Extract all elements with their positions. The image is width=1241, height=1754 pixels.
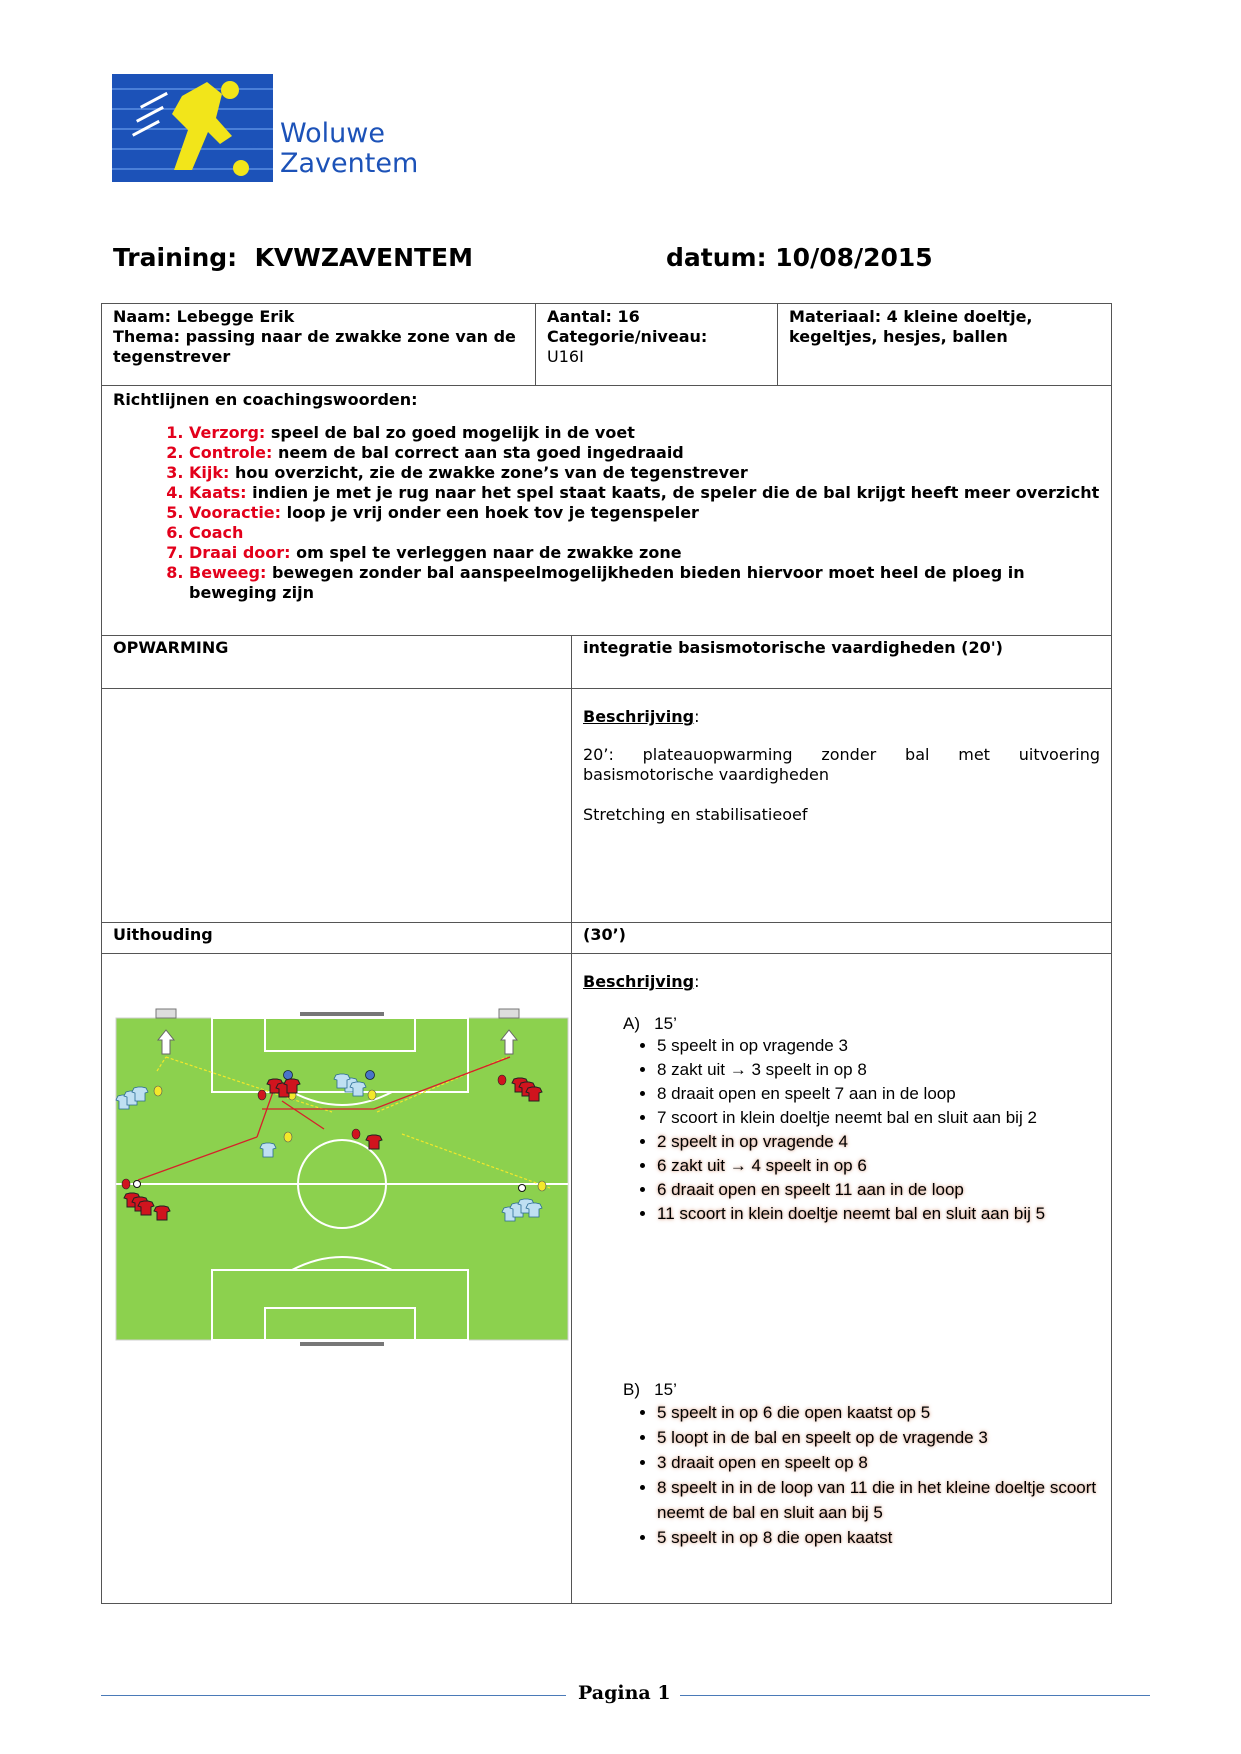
warmup-desc-cell: Beschrijving: 20’: plateauopwarming zonder bal met uitvoering basismotorische vaardigheden Stretching en stabilisatieoef	[572, 689, 1112, 923]
training-value: KVWZAVENTEM	[254, 243, 473, 272]
exercise-a-item: • 7 scoort in klein doeltje neemt bal en sluit aan bij 2	[657, 1106, 1100, 1130]
exercise-a-item: • 8 zakt uit → 3 speelt in op 8	[657, 1058, 1100, 1082]
aantal-value: 16	[617, 307, 640, 326]
warmup-subtitle: integratie basismotorische vaardigheden (20')	[572, 636, 1112, 689]
exercise-a-item: • 6 draait open en speelt 11 aan in de loop	[657, 1178, 1100, 1202]
guidelines-cell	[102, 386, 1112, 636]
warmup-desc-p1: 20’: plateauopwarming zonder bal met uitvoering basismotorische vaardigheden	[583, 745, 1101, 784]
footer-rule-left	[101, 1695, 566, 1696]
categorie-label: Categorie/niveau:	[547, 327, 708, 346]
exercise-a-list	[583, 1034, 1100, 1226]
exercise-a-item: • 6 zakt uit → 4 speelt in op 6	[657, 1154, 1100, 1178]
guideline-item: 7. Draai door: om spel te verleggen naar de zwakke zone	[189, 543, 1100, 563]
info-naam-cell	[102, 304, 536, 386]
datum-title	[666, 243, 933, 272]
guideline-item: 4. Kaats: indien je met je rug naar het spel staat kaats, de speler die de bal krijgt heeft meer overzicht	[189, 483, 1100, 503]
exercise-b-heading	[623, 1380, 1100, 1400]
training-title	[113, 243, 473, 272]
endurance-desc-cell: Beschrijving: A) 15’ • 5 speelt in op vragende 3 • 8 zakt uit → 3 speelt in op 8 • 8 draait open en speelt 7 aan in de loop • 7 scoort in klein doeltje neemt bal en sluit aan bij 2 • 2 speelt in op vragende 4 • 6 zakt uit → 4 speelt in op 6 • 6 draait open en speelt 11 aan in de loop • 11 scoort in klein doeltje neemt bal en sluit aan bij 5 B) 15’ • 5 speelt in op 6 die open kaatst op 5 • 5 loopt in de bal en speelt op de vragende 3 • 3 draait open en speelt op 8 • 8 speelt in in de loop van 11 die in het kleine doeltje scoort neemt de bal en sluit aan bij 5 • 5 speelt in op 8 die open kaatst	[572, 954, 1112, 1604]
guideline-item: 3. Kijk: hou overzicht, zie de zwakke zone’s van de tegenstrever	[189, 463, 1100, 483]
aantal-label: Aantal:	[547, 307, 612, 326]
exercise-b-item: • 5 speelt in op 8 die open kaatst	[657, 1525, 1100, 1550]
guideline-item: 8. Beweeg: bewegen zonder bal aanspeelmogelijkheden bieden hiervoor moet heel de ploeg in beweging zijn	[189, 563, 1100, 603]
logo-line2: Zaventem	[280, 148, 419, 179]
warmup-title: OPWARMING	[102, 636, 572, 689]
exercise-b-label: B)	[623, 1380, 640, 1399]
thema-label: Thema:	[113, 327, 181, 346]
training-label: Training:	[113, 243, 238, 272]
exercise-a-item: • 11 scoort in klein doeltje neemt bal en sluit aan bij 5	[657, 1202, 1100, 1226]
exercise-a-time: 15’	[654, 1014, 677, 1033]
training-table	[101, 303, 1112, 1604]
materiaal-value: 4 kleine doeltje, kegeltjes, hesjes, ballen	[789, 307, 1033, 346]
exercise-b-item: • 5 loopt in de bal en speelt op de vragende 3	[657, 1425, 1100, 1450]
guideline-item: 2. Controle: neem de bal correct aan sta goed ingedraaid	[189, 443, 1100, 463]
naam-label: Naam:	[113, 307, 172, 326]
exercise-a-label: A)	[623, 1014, 640, 1033]
datum-label: datum:	[666, 243, 767, 272]
materiaal-label: Materiaal:	[789, 307, 882, 326]
exercise-a-item: • 5 speelt in op vragende 3	[657, 1034, 1100, 1058]
logo-kv: KV	[248, 141, 259, 150]
page-number: Pagina 1	[578, 1682, 671, 1704]
exercise-a-item: • 8 draait open en speelt 7 aan in de loop	[657, 1082, 1100, 1106]
endurance-title: Uithouding	[102, 923, 572, 954]
naam-value: Lebegge Erik	[176, 307, 295, 326]
guideline-item: 6. Coach	[189, 523, 1100, 543]
exercise-b-time: 15’	[654, 1380, 677, 1399]
guideline-item: 1. Verzorg: speel de bal zo goed mogelijk in de voet	[189, 423, 1100, 443]
logo-line1: Woluwe	[280, 118, 385, 149]
exercise-a-heading	[623, 1014, 1100, 1034]
exercise-a-item: • 2 speelt in op vragende 4	[657, 1130, 1100, 1154]
endurance-desc-label: Beschrijving	[583, 972, 695, 991]
footer-rule-right	[680, 1695, 1150, 1696]
warmup-desc-p2: Stretching en stabilisatieoef	[583, 805, 808, 824]
pitch-diagram	[102, 954, 572, 1354]
warmup-diagram-cell	[102, 689, 572, 923]
info-materiaal-cell	[778, 304, 1112, 386]
info-aantal-cell	[536, 304, 778, 386]
exercise-b-item: • 5 speelt in op 6 die open kaatst op 5	[657, 1400, 1100, 1425]
guideline-item: 5. Vooractie: loop je vrij onder een hoek tov je tegenspeler	[189, 503, 1100, 523]
endurance-diagram-cell	[102, 954, 572, 1604]
page-footer	[0, 1680, 1241, 1720]
endurance-duration: (30’)	[572, 923, 1112, 954]
warmup-desc-label: Beschrijving	[583, 707, 695, 726]
guidelines-heading: Richtlijnen en coachingswoorden:	[113, 390, 418, 409]
exercise-b-item: • 8 speelt in in de loop van 11 die in het kleine doeltje scoort neemt de bal en sluit aan bij 5	[657, 1475, 1100, 1525]
thema-value: passing naar de zwakke zone van de tegenstrever	[113, 327, 516, 366]
club-logo	[112, 74, 492, 182]
categorie-value: U16I	[547, 347, 584, 366]
datum-value: 10/08/2015	[775, 243, 933, 272]
exercise-b-item: • 3 draait open en speelt op 8	[657, 1450, 1100, 1475]
guidelines-list	[113, 423, 1100, 603]
exercise-b-list	[583, 1400, 1100, 1550]
